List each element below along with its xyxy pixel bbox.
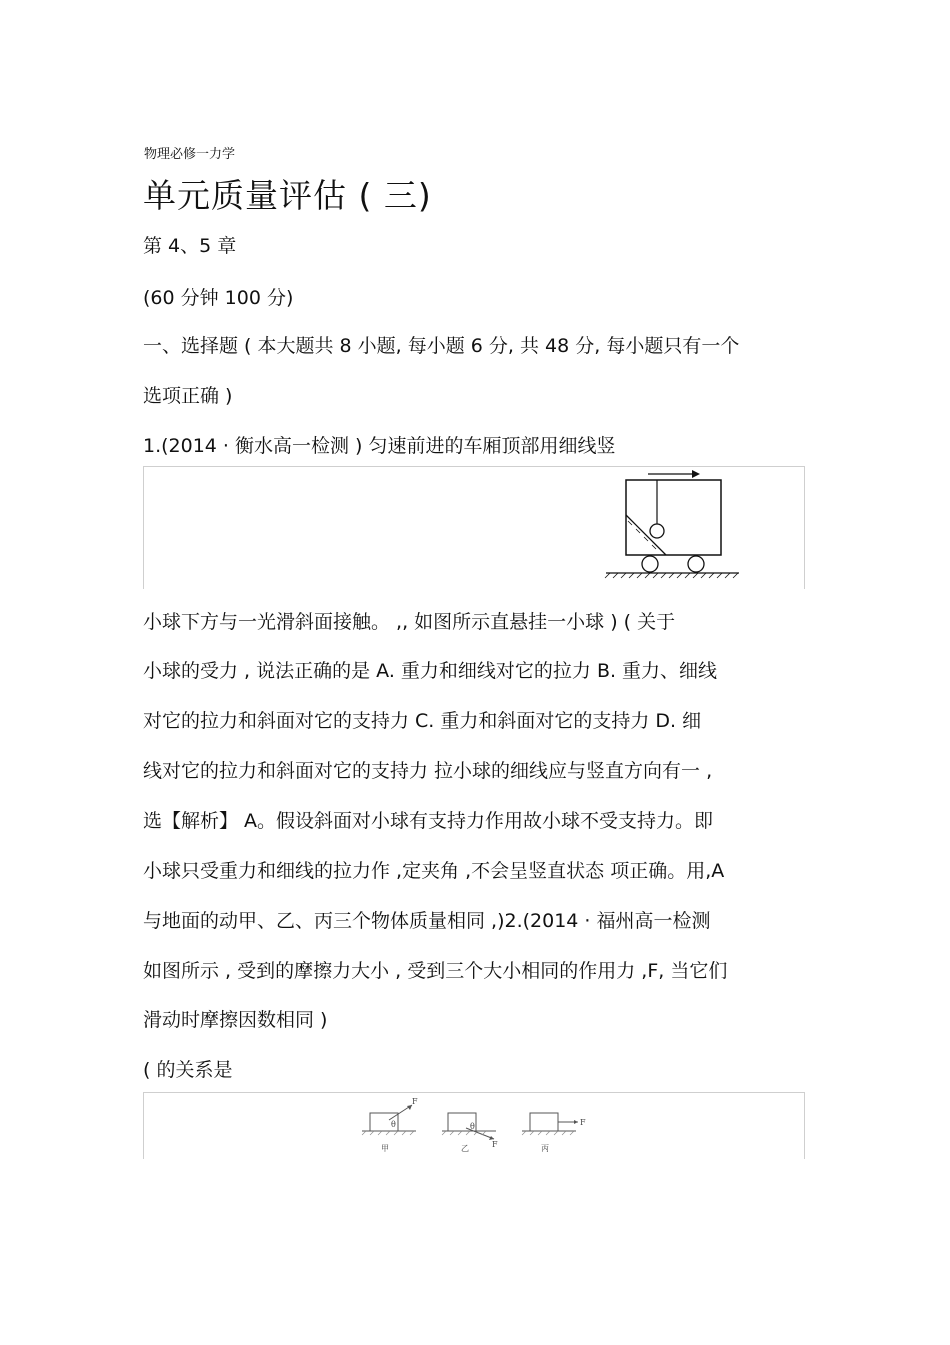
question-1-line-7: 与地面的动甲、乙、丙三个物体质量相同 ,)2.(2014 · 福州高一检测 [143, 910, 711, 932]
figure-blocks [143, 1092, 805, 1159]
force-label-bing: F [580, 1118, 586, 1127]
question-1-line-3: 对它的拉力和斜面对它的支持力 C. 重力和斜面对它的支持力 D. 细 [143, 710, 702, 732]
cart-diagram [144, 467, 804, 589]
section-intro-line-1: 一、选择题 ( 本大题共 8 小题, 每小题 6 分, 共 48 分, 每小题只有一个 [143, 335, 740, 357]
figure-cart [143, 466, 805, 589]
force-label-yi: F [492, 1140, 498, 1149]
question-1-line-6: 小球只受重力和细线的拉力作 ,定夹角 ,不会呈竖直状态 项正确。用,A [143, 860, 725, 882]
label-yi: 乙 [461, 1144, 469, 1153]
section-intro-line-2: 选项正确 ) [143, 385, 233, 407]
chapter-label: 第 4、5 章 [143, 235, 237, 257]
question-1-line-1: 小球下方与一光滑斜面接触。 ,, 如图所示直悬挂一小球 ) ( 关于 [143, 611, 676, 633]
question-1-line-5: 选【解析】 A。假设斜面对小球有支持力作用故小球不受支持力。即 [143, 810, 714, 832]
question-1-stem: 1.(2014 · 衡水高一检测 ) 匀速前进的车厢顶部用细线竖 [143, 435, 616, 457]
force-label-jia: F [412, 1097, 418, 1106]
label-jia: 甲 [381, 1144, 389, 1153]
subject-header: 物理必修一力学 [144, 147, 236, 162]
question-2-line-1: 如图所示 , 受到的摩擦力大小 , 受到三个大小相同的作用力 ,F, 当它们 [143, 960, 728, 982]
label-bing: 丙 [541, 1144, 549, 1153]
blocks-diagram [144, 1093, 804, 1159]
page-title: 单元质量评估 ( 三) [143, 176, 432, 215]
time-score: (60 分钟 100 分) [143, 287, 294, 309]
angle-label-yi: θ [470, 1122, 475, 1131]
angle-label-jia: θ [391, 1120, 396, 1129]
question-1-line-4: 线对它的拉力和斜面对它的支持力 拉小球的细线应与竖直方向有一 , [143, 760, 713, 782]
question-2-line-2: 滑动时摩擦因数相同 ) [143, 1009, 328, 1031]
question-2-line-3: ( 的关系是 [143, 1059, 233, 1081]
question-1-line-2: 小球的受力 , 说法正确的是 A. 重力和细线对它的拉力 B. 重力、细线 [143, 660, 718, 682]
